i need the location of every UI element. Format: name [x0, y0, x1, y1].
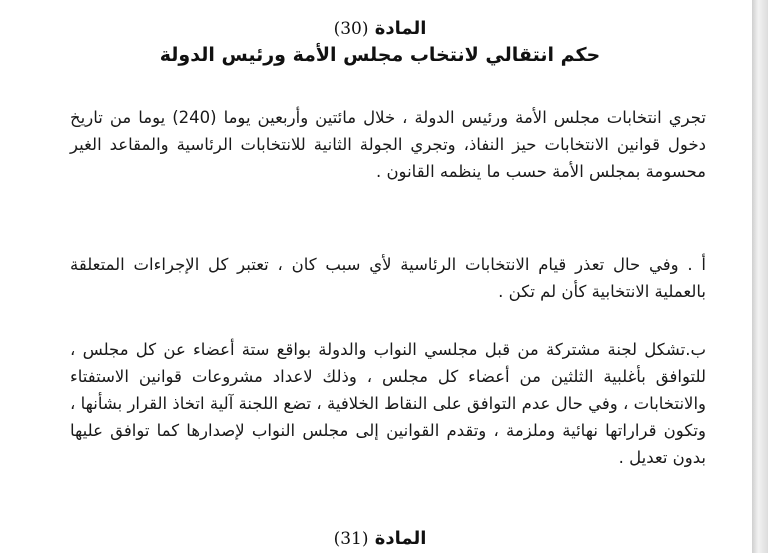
paragraph-clause-b: ب.تشكل لجنة مشتركة من قبل مجلسي النواب والدولة بواقع ستة أعضاء عن كل مجلس ، للتوافق بأغلبية الثلثين من أعضاء كل مجلس ، وذلك لاعداد مشروعات قوانين الاستفتاء والانتخابات ، وفي حال عدم التوافق على النقاط الخلافية ، تضع اللجنة آلية اتخاذ القرار بشأنها ، وتكون قراراتها نهائية وملزمة ، وتقدم القوانين إلى مجلس النواب لإصدارها كما توافق عليها بدون تعديل . [70, 340, 706, 467]
paragraph-clause-a: أ . وفي حال تعذر قيام الانتخابات الرئاسية لأي سبب كان ، تعتبر كل الإجراءات المتعلقة بالعملية الانتخابية كأن لم تكن . [70, 255, 706, 301]
article-label: المادة [374, 18, 427, 39]
next-article-number: (31) [333, 529, 369, 549]
page-edge [752, 0, 768, 553]
next-article-heading [0, 528, 752, 549]
article-number: (30) [333, 19, 369, 39]
article-heading [0, 18, 752, 39]
next-article-label: المادة [374, 528, 427, 549]
article-title: حكم انتقالي لانتخاب مجلس الأمة ورئيس الدولة [159, 44, 601, 66]
paragraph-main: تجري انتخابات مجلس الأمة ورئيس الدولة ، خلال مائتين وأربعين يوما (240) يوما من تاريخ دخول قوانين الانتخابات حيز النفاذ، وتجري الجولة الثانية للانتخابات الرئاسية والمقاعد الغير محسومة بمجلس الأمة حسب ما ينظمه القانون . [70, 108, 706, 181]
